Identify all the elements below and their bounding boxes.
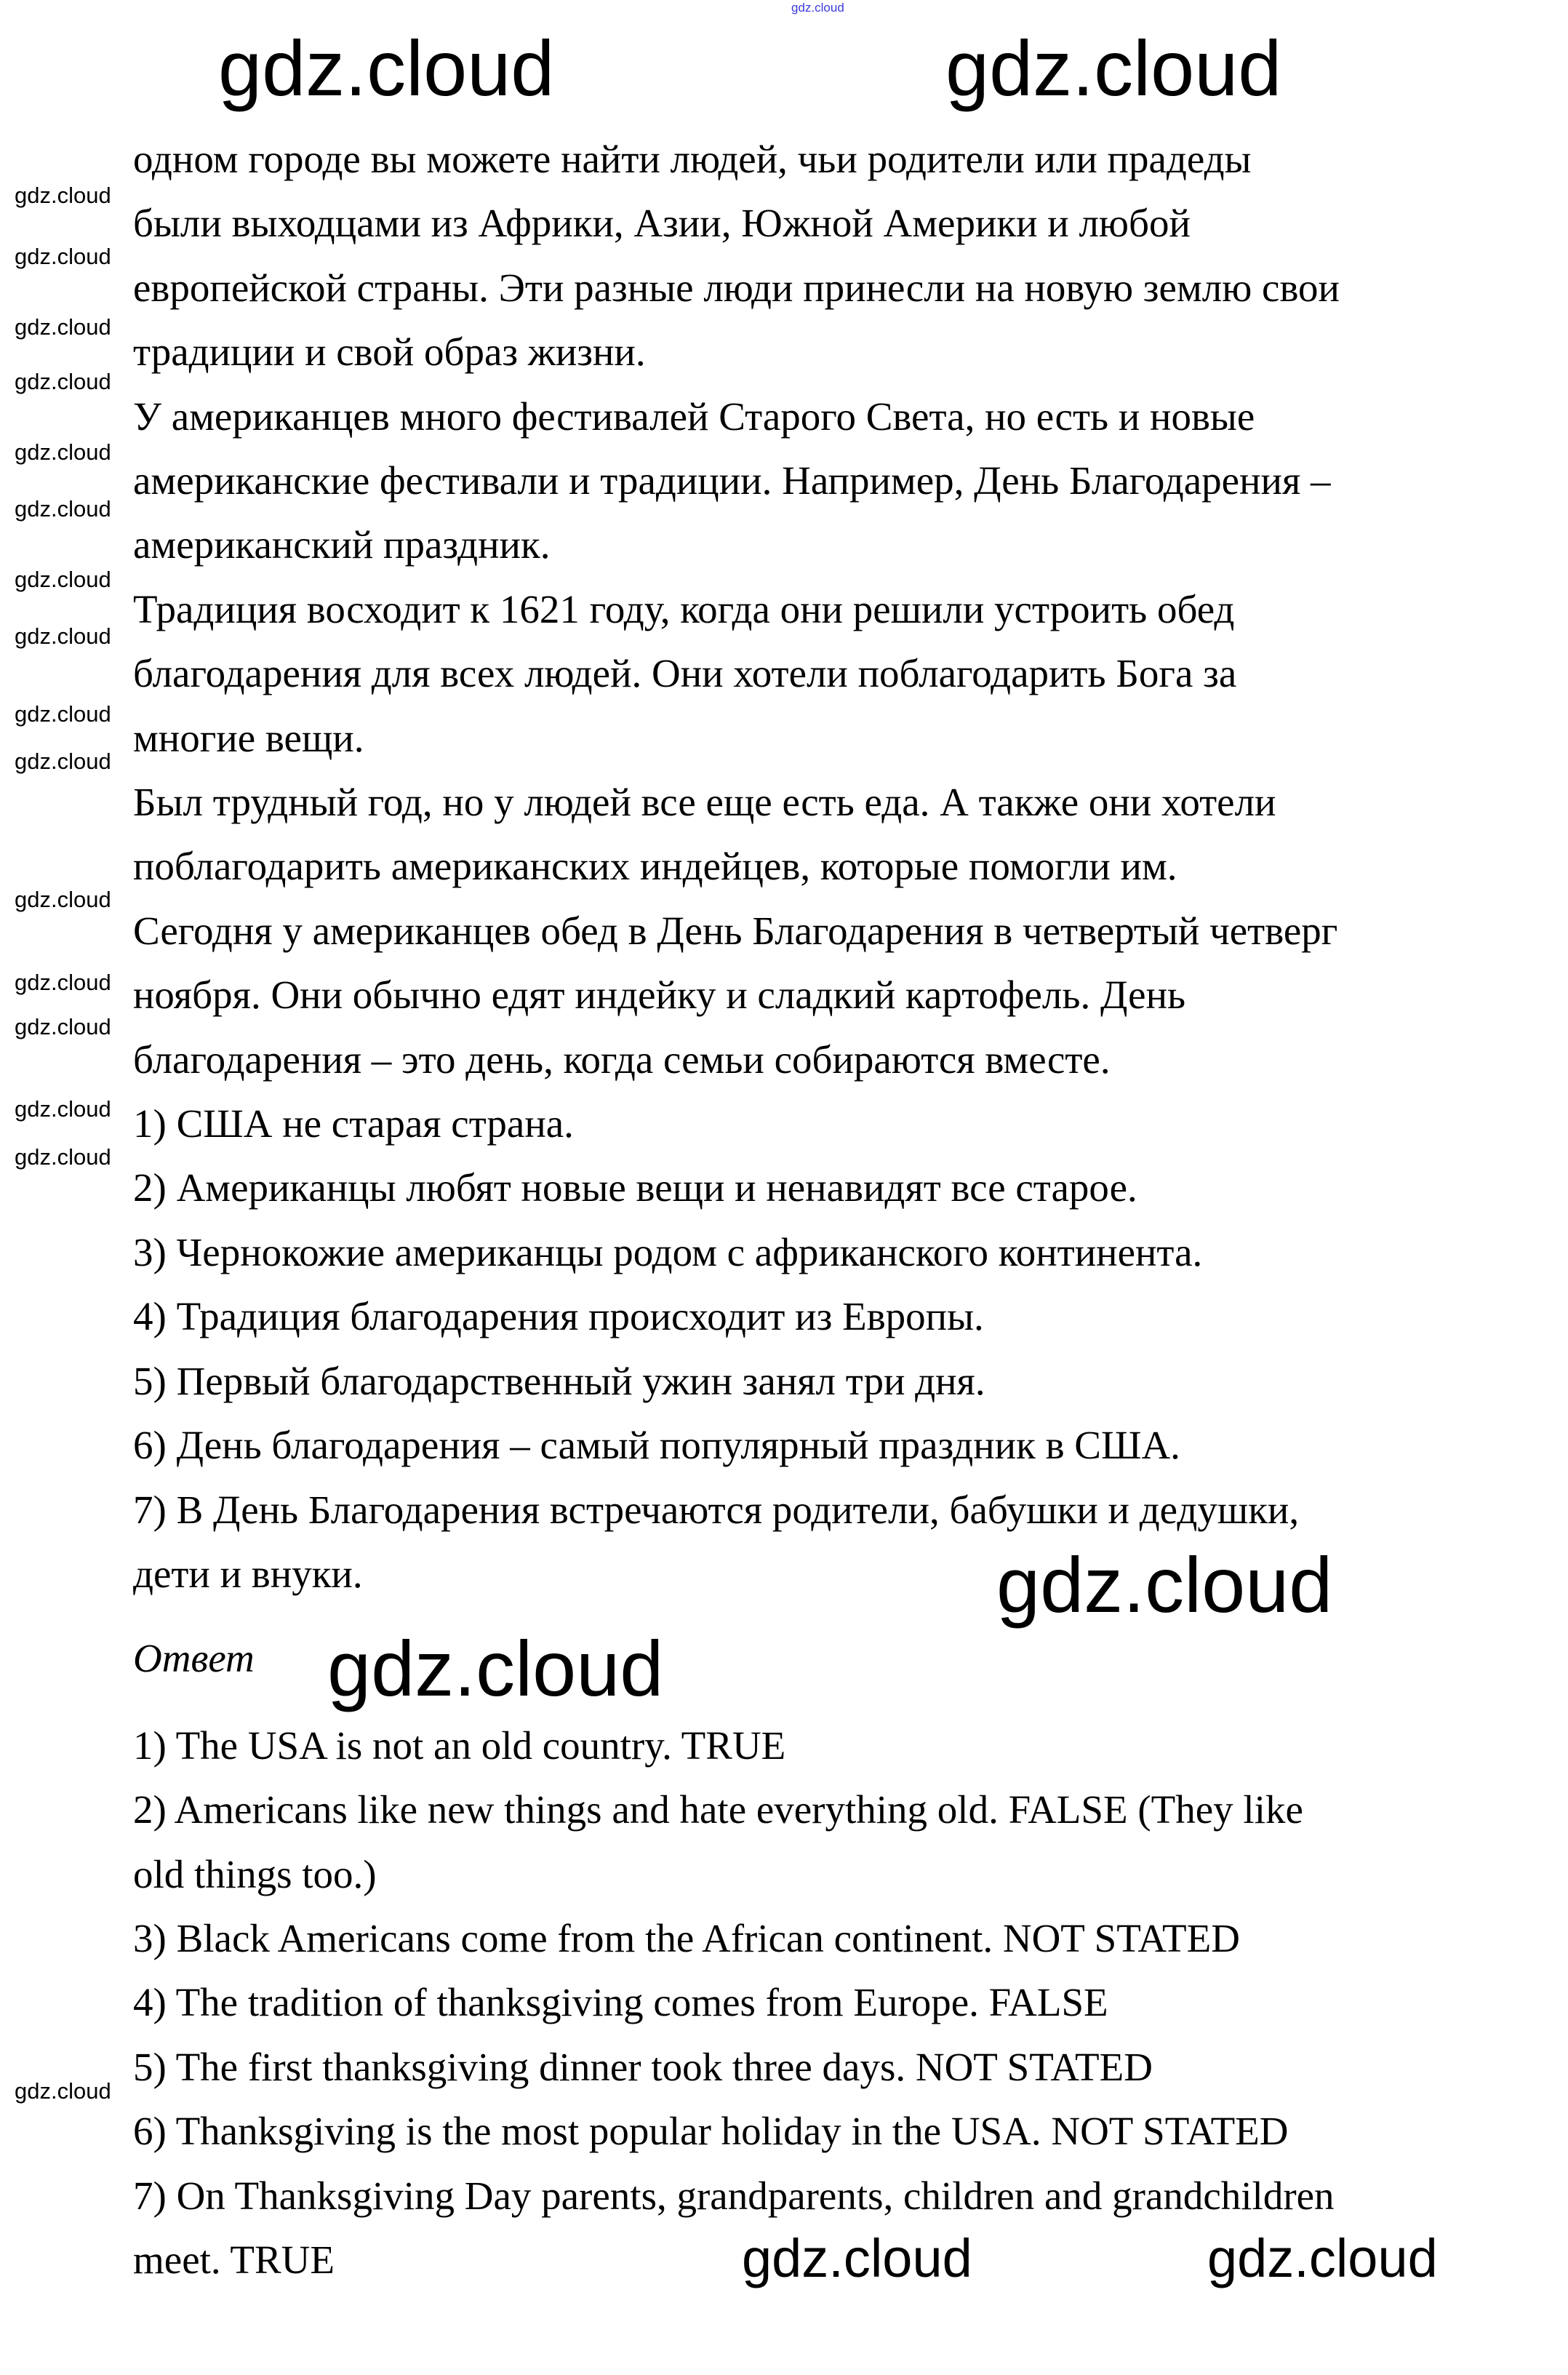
- watermark: gdz.cloud: [15, 496, 111, 522]
- watermark: gdz.cloud: [15, 439, 111, 465]
- text-line: ноября. Они обычно едят индейку и сладкий картофель. День: [133, 973, 1186, 1017]
- answer-line: 7) On Thanksgiving Day parents, grandparents, children and grandchildren: [133, 2174, 1335, 2218]
- watermark: gdz.cloud: [15, 314, 111, 340]
- answer-line: meet. TRUE: [133, 2238, 335, 2282]
- text-line: 3) Чернокожие американцы родом с африканского континента.: [133, 1230, 1203, 1274]
- answer-line: 2) Americans like new things and hate everything old. FALSE (They like: [133, 1787, 1303, 1832]
- watermark: gdz.cloud: [15, 1014, 111, 1039]
- answer-line: 3) Black Americans come from the African continent. NOT STATED: [133, 1916, 1240, 1960]
- watermark: gdz.cloud: [791, 1, 844, 15]
- answer-heading: Ответ: [133, 1636, 255, 1680]
- watermark: gdz.cloud: [15, 701, 111, 727]
- watermark: gdz.cloud: [15, 2078, 111, 2104]
- watermark: gdz.cloud: [15, 183, 111, 208]
- text-line: 4) Традиция благодарения происходит из Европы.: [133, 1294, 984, 1338]
- text-line: традиции и свой образ жизни.: [133, 330, 646, 374]
- watermark: gdz.cloud: [15, 244, 111, 269]
- watermark: gdz.cloud: [15, 623, 111, 649]
- text-line: Сегодня у американцев обед в День Благодарения в четвертый четверг: [133, 909, 1338, 953]
- watermark: gdz.cloud: [945, 24, 1282, 112]
- watermark: gdz.cloud: [742, 2228, 972, 2288]
- text-line: 6) День благодарения – самый популярный праздник в США.: [133, 1423, 1180, 1467]
- answer-line: 5) The first thanksgiving dinner took three days. NOT STATED: [133, 2045, 1153, 2089]
- watermark: gdz.cloud: [218, 24, 555, 112]
- text-line: европейской страны. Эти разные люди принесли на новую землю свои: [133, 266, 1340, 310]
- watermark: gdz.cloud: [327, 1624, 664, 1712]
- text-line: благодарения для всех людей. Они хотели поблагодарить Бога за: [133, 651, 1237, 695]
- watermark: gdz.cloud: [15, 369, 111, 394]
- text-line: многие вещи.: [133, 716, 364, 760]
- watermark: gdz.cloud: [15, 887, 111, 912]
- answer-line: 6) Thanksgiving is the most popular holiday in the USA. NOT STATED: [133, 2109, 1289, 2153]
- watermark: gdz.cloud: [15, 1144, 111, 1170]
- text-line: одном городе вы можете найти людей, чьи родители или прадеды: [133, 137, 1252, 181]
- text-line: дети и внуки.: [133, 1552, 363, 1596]
- watermark: gdz.cloud: [1207, 2228, 1438, 2288]
- text-line: американский праздник.: [133, 522, 551, 567]
- text-line: поблагодарить американских индейцев, которые помогли им.: [133, 844, 1177, 888]
- text-line: Был трудный год, но у людей все еще есть еда. А также они хотели: [133, 780, 1276, 824]
- text-line: 2) Американцы любят новые вещи и ненавидят все старое.: [133, 1165, 1137, 1210]
- text-line: Традиция восходит к 1621 году, когда они решили устроить обед: [133, 587, 1235, 631]
- watermark: gdz.cloud: [15, 749, 111, 774]
- text-line: американские фестивали и традиции. Например, День Благодарения –: [133, 458, 1331, 503]
- text-line: 5) Первый благодарственный ужин занял три дня.: [133, 1359, 985, 1403]
- answer-line: old things too.): [133, 1852, 377, 1896]
- answer-line: 1) The USA is not an old country. TRUE: [133, 1723, 786, 1768]
- watermark: gdz.cloud: [996, 1541, 1333, 1629]
- text-line: благодарения – это день, когда семьи собираются вместе.: [133, 1037, 1111, 1082]
- text-line: 7) В День Благодарения встречаются родители, бабушки и дедушки,: [133, 1488, 1300, 1532]
- text-line: У американцев много фестивалей Старого Света, но есть и новые: [133, 394, 1255, 439]
- text-line: были выходцами из Африки, Азии, Южной Америки и любой: [133, 201, 1191, 245]
- watermark: gdz.cloud: [15, 1096, 111, 1122]
- text-line: 1) США не старая страна.: [133, 1101, 574, 1146]
- watermark: gdz.cloud: [15, 970, 111, 995]
- watermark: gdz.cloud: [15, 567, 111, 592]
- answer-line: 4) The tradition of thanksgiving comes from Europe. FALSE: [133, 1980, 1108, 2024]
